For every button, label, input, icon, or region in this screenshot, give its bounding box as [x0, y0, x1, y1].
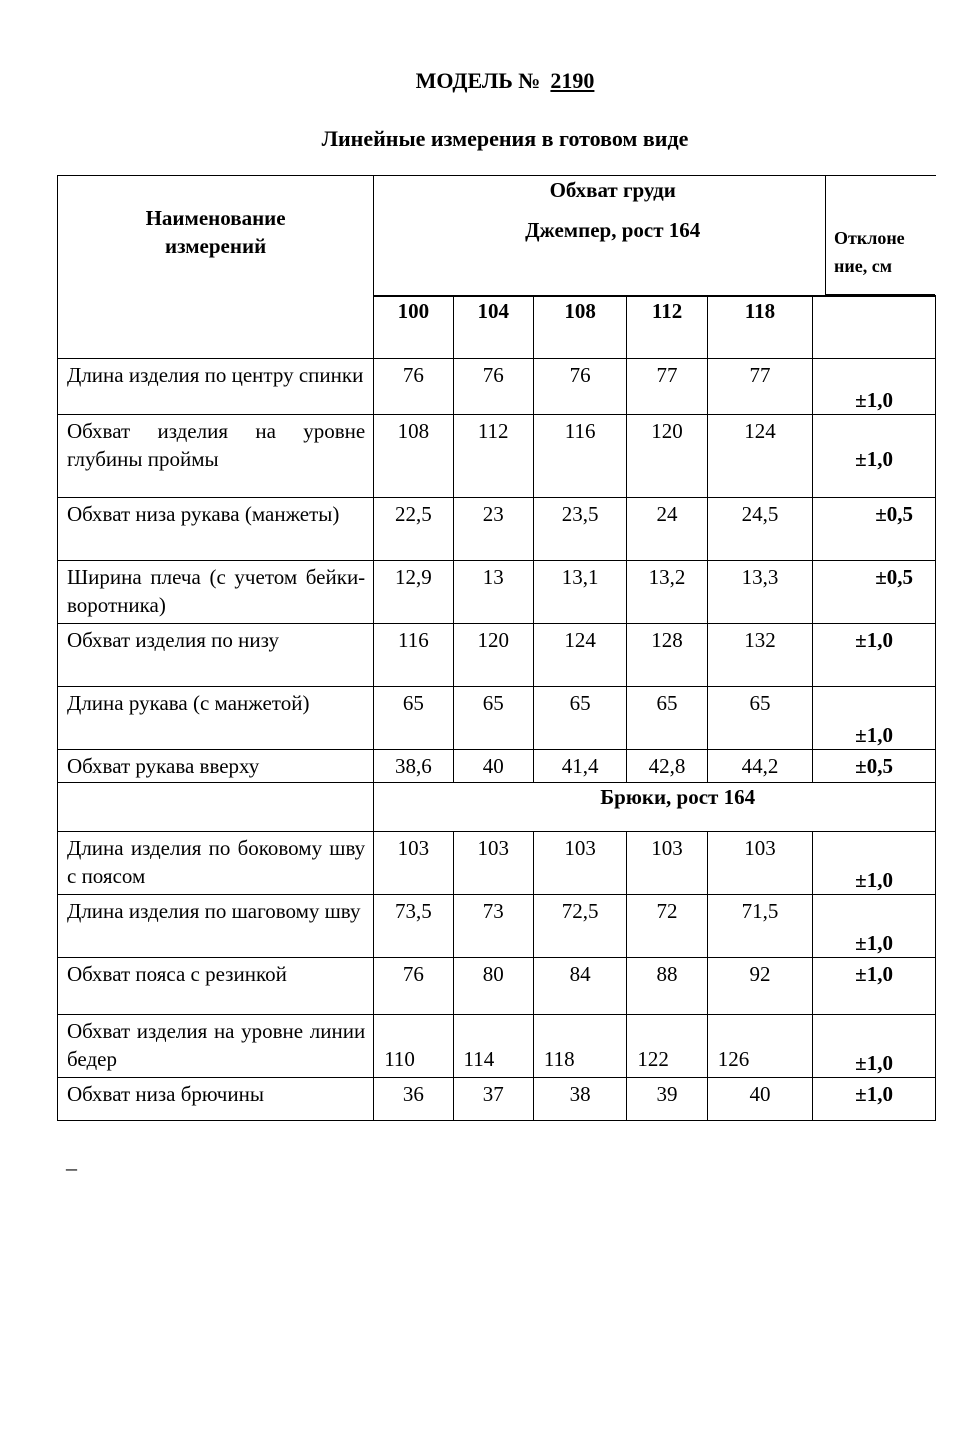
value-cell: 120	[627, 415, 707, 498]
model-number: 2190	[550, 68, 595, 93]
value-cell: 122	[627, 1015, 707, 1078]
value-cell: 65	[453, 687, 533, 750]
group-header-jumper: Джемпер, рост 164	[525, 218, 701, 242]
deviation-header-text: Отклоне ние, см	[834, 228, 905, 276]
value-cell: 24,5	[707, 498, 812, 561]
value-cell: 124	[533, 624, 626, 687]
deviation-cell: ±0,5	[813, 750, 936, 783]
deviation-cell: ±1,0	[813, 832, 936, 895]
value-cell: 103	[627, 832, 707, 895]
section-empty-cell	[58, 783, 374, 832]
value-cell: 103	[533, 832, 626, 895]
table-row	[58, 958, 936, 1015]
value-cell: 24	[627, 498, 707, 561]
size-header: 112	[627, 296, 707, 359]
value-cell: 42,8	[627, 750, 707, 783]
value-cell: 73	[453, 895, 533, 958]
value-cell: 13,1	[533, 561, 626, 624]
value-cell: 116	[374, 624, 453, 687]
size-header: 104	[453, 296, 533, 359]
header-row	[58, 176, 936, 296]
deviation-cell: ±1,0	[813, 359, 936, 415]
deviation-cell: ±1,0	[813, 895, 936, 958]
value-cell: 120	[453, 624, 533, 687]
group-header-chest: Обхват груди	[549, 178, 676, 202]
deviation-header-cell	[813, 296, 936, 359]
value-cell: 76	[453, 359, 533, 415]
name-header	[58, 176, 374, 359]
measurement-name: Длина изделия по боковому шву с поясом	[58, 832, 374, 895]
value-cell: 40	[453, 750, 533, 783]
value-cell: 124	[707, 415, 812, 498]
value-cell: 128	[627, 624, 707, 687]
table-row	[58, 561, 936, 624]
value-cell: 41,4	[533, 750, 626, 783]
value-cell: 38	[533, 1078, 626, 1121]
value-cell: 40	[707, 1078, 812, 1121]
size-header: 100	[374, 296, 453, 359]
value-cell: 132	[707, 624, 812, 687]
measurement-name: Ширина плеча (с учетом бейки-воротника)	[58, 561, 374, 624]
value-cell: 80	[453, 958, 533, 1015]
value-cell: 116	[533, 415, 626, 498]
table-row	[58, 415, 936, 498]
value-cell: 118	[533, 1015, 626, 1078]
measurement-name: Обхват низа рукава (манжеты)	[58, 498, 374, 561]
model-title	[0, 68, 961, 94]
size-header: 108	[533, 296, 626, 359]
value-cell: 126	[707, 1015, 812, 1078]
value-cell: 92	[707, 958, 812, 1015]
measurement-name: Обхват пояса с резинкой	[58, 958, 374, 1015]
value-cell: 84	[533, 958, 626, 1015]
deviation-cell: ±1,0	[813, 687, 936, 750]
table-row	[58, 359, 936, 415]
value-cell: 13,3	[707, 561, 812, 624]
measurements-table	[57, 175, 936, 1121]
value-cell: 13	[453, 561, 533, 624]
measurement-name: Длина изделия по центру спинки	[58, 359, 374, 415]
value-cell: 88	[627, 958, 707, 1015]
value-cell: 72,5	[533, 895, 626, 958]
value-cell: 71,5	[707, 895, 812, 958]
trousers-header	[374, 783, 936, 832]
deviation-cell: ±1,0	[813, 1015, 936, 1078]
value-cell: 103	[707, 832, 812, 895]
name-header-text: Наименование измерений	[145, 206, 286, 258]
table-row	[58, 624, 936, 687]
value-cell: 72	[627, 895, 707, 958]
value-cell: 73,5	[374, 895, 453, 958]
value-cell: 65	[707, 687, 812, 750]
value-cell: 23	[453, 498, 533, 561]
value-cell: 13,2	[627, 561, 707, 624]
measurement-name: Обхват низа брючины	[58, 1078, 374, 1121]
table-row	[58, 687, 936, 750]
value-cell: 77	[707, 359, 812, 415]
value-cell: 37	[453, 1078, 533, 1121]
deviation-cell: ±1,0	[813, 624, 936, 687]
trousers-header-text: Брюки, рост 164	[600, 785, 756, 809]
value-cell: 103	[374, 832, 453, 895]
value-cell: 65	[374, 687, 453, 750]
deviation-cell: ±0,5	[813, 561, 936, 624]
deviation-cell: ±1,0	[813, 958, 936, 1015]
section-row	[58, 783, 936, 832]
size-header: 118	[707, 296, 812, 359]
value-cell: 38,6	[374, 750, 453, 783]
value-cell: 110	[374, 1015, 453, 1078]
measurement-name: Обхват рукава вверху	[58, 750, 374, 783]
measurement-name: Обхват изделия на уровне линии бедер	[58, 1015, 374, 1078]
value-cell: 12,9	[374, 561, 453, 624]
measurement-name: Длина изделия по шаговому шву	[58, 895, 374, 958]
value-cell: 103	[453, 832, 533, 895]
value-cell: 76	[374, 958, 453, 1015]
footer-dash: –	[66, 1155, 77, 1180]
value-cell: 36	[374, 1078, 453, 1121]
table-row	[58, 1078, 936, 1121]
deviation-header	[825, 176, 935, 295]
value-cell: 114	[453, 1015, 533, 1078]
value-cell: 112	[453, 415, 533, 498]
measurement-name: Длина рукава (с манжетой)	[58, 687, 374, 750]
value-cell: 23,5	[533, 498, 626, 561]
table-row	[58, 498, 936, 561]
value-cell: 65	[533, 687, 626, 750]
table-row	[58, 832, 936, 895]
deviation-cell: ±1,0	[813, 1078, 936, 1121]
measurement-name: Обхват изделия по низу	[58, 624, 374, 687]
table-row	[58, 895, 936, 958]
deviation-cell: ±1,0	[813, 415, 936, 498]
deviation-cell: ±0,5	[813, 498, 936, 561]
value-cell: 77	[627, 359, 707, 415]
value-cell: 76	[374, 359, 453, 415]
table-row	[58, 1015, 936, 1078]
value-cell: 44,2	[707, 750, 812, 783]
value-cell: 22,5	[374, 498, 453, 561]
value-cell: 108	[374, 415, 453, 498]
value-cell: 39	[627, 1078, 707, 1121]
model-title-label: МОДЕЛЬ №	[415, 68, 541, 93]
table-row	[58, 750, 936, 783]
measurement-name: Обхват изделия на уровне глубины проймы	[58, 415, 374, 498]
subtitle: Линейные измерения в готовом виде	[321, 126, 689, 151]
value-cell: 65	[627, 687, 707, 750]
value-cell: 76	[533, 359, 626, 415]
